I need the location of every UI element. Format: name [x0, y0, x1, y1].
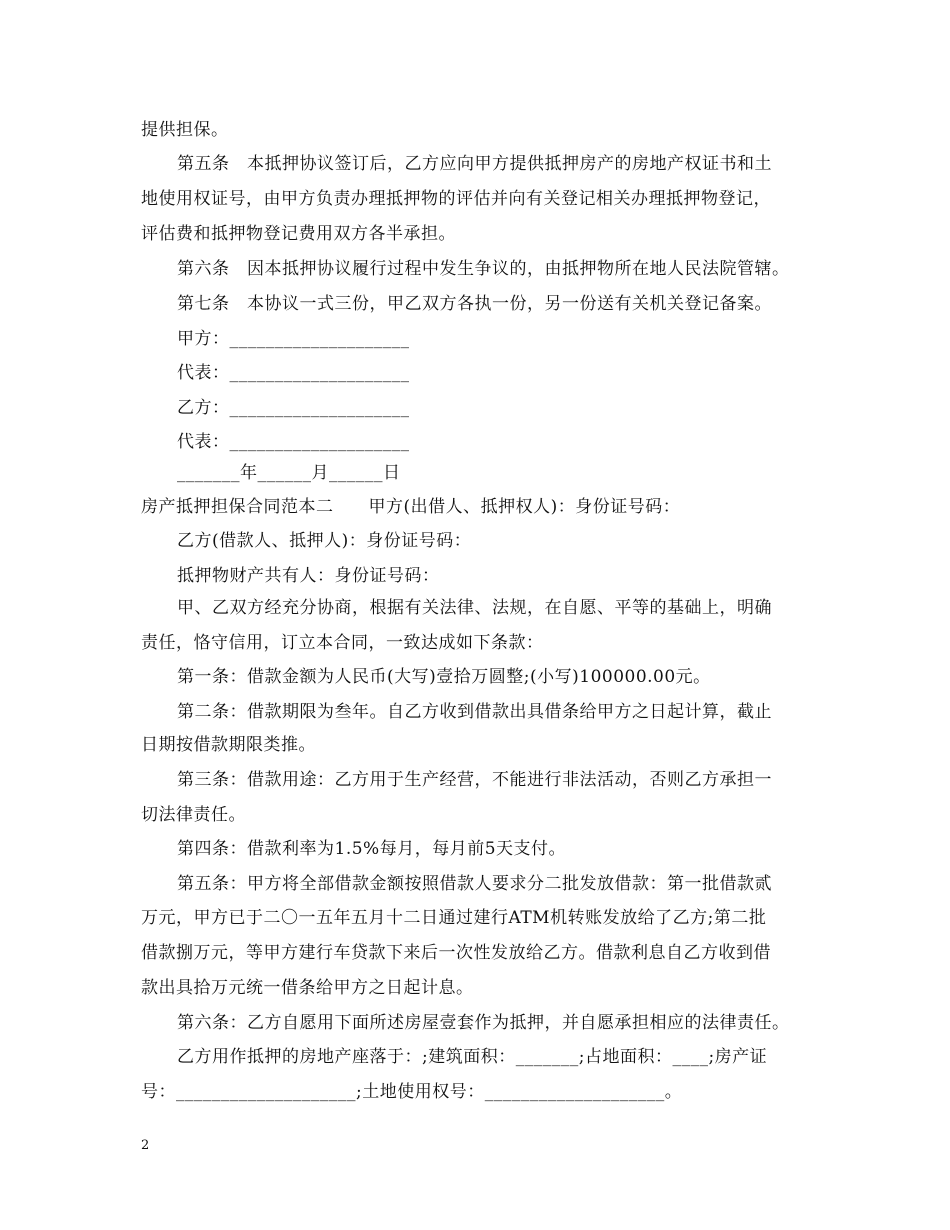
text-line: 责任，恪守信用，订立本合同，一致达成如下条款： — [141, 633, 544, 653]
text-line: 第七条 本协议一式三份，甲乙双方各执一份，另一份送有关机关登记备案。 — [177, 294, 772, 314]
text-line: 第六条：乙方自愿用下面所述房屋壹套作为抵押，并自愿承担相应的法律责任。 — [177, 1013, 790, 1033]
text-line: 万元，甲方已于二〇一五年五月十二日通过建行ATM机转账发放给了乙方;第二批 — [141, 908, 767, 928]
text-line: 第五条 本抵押协议签订后，乙方应向甲方提供抵押房产的房地产权证书和土 — [177, 154, 772, 174]
text-line: 第二条：借款期限为叁年。自乙方收到借款出具借条给甲方之日起计算，截止 — [177, 702, 772, 722]
text-line: 抵押物财产共有人：身份证号码： — [177, 566, 440, 586]
text-line: 日期按借款期限类推。 — [141, 735, 316, 755]
page-number: 2 — [141, 1138, 150, 1153]
text-line: 地使用权证号，由甲方负责办理抵押物的评估并向有关登记相关办理抵押物登记， — [141, 189, 771, 209]
text-line: 第五条：甲方将全部借款金额按照借款人要求分二批发放借款：第一批借款贰 — [177, 874, 772, 894]
section-heading: 房产抵押担保合同范本二 甲方(出借人、抵押权人)：身份证号码： — [141, 497, 681, 517]
text-line: 乙方用作抵押的房地产座落于：;建筑面积：_______;占地面积：____;房产证 — [177, 1047, 768, 1067]
text-line: 乙方(借款人、抵押人)：身份证号码： — [177, 531, 472, 551]
text-line: 甲、乙双方经充分协商，根据有关法律、法规，在自愿、平等的基础上，明确 — [177, 598, 772, 618]
text-line: 借款捌万元，等甲方建行车贷款下来后一次性发放给乙方。借款利息自乙方收到借 — [141, 943, 771, 963]
signature-line-representative-b: 代表：____________________ — [177, 432, 410, 452]
text-line: 第一条：借款金额为人民币(大写)壹拾万圆整;(小写)100000.00元。 — [177, 667, 711, 687]
text-line: 第三条：借款用途：乙方用于生产经营，不能进行非法活动，否则乙方承担一 — [177, 770, 772, 790]
text-line: 第四条：借款利率为1.5%每月，每月前5天支付。 — [177, 839, 567, 859]
text-line: 款出具拾万元统一借条给甲方之日起计息。 — [141, 978, 474, 998]
text-line: 号：____________________;土地使用权号：____________________。 — [141, 1082, 683, 1102]
signature-line-representative-a: 代表：____________________ — [177, 363, 410, 383]
text-line: 第六条 因本抵押协议履行过程中发生争议的，由抵押物所在地人民法院管辖。 — [177, 259, 790, 279]
text-line: 评估费和抵押物登记费用双方各半承担。 — [141, 224, 456, 244]
date-line: _______年______月______日 — [177, 463, 401, 483]
signature-line-party-b: 乙方：____________________ — [177, 398, 410, 418]
text-line: 提供担保。 — [141, 120, 229, 140]
text-line: 切法律责任。 — [141, 805, 246, 825]
signature-line-party-a: 甲方：____________________ — [177, 329, 410, 349]
